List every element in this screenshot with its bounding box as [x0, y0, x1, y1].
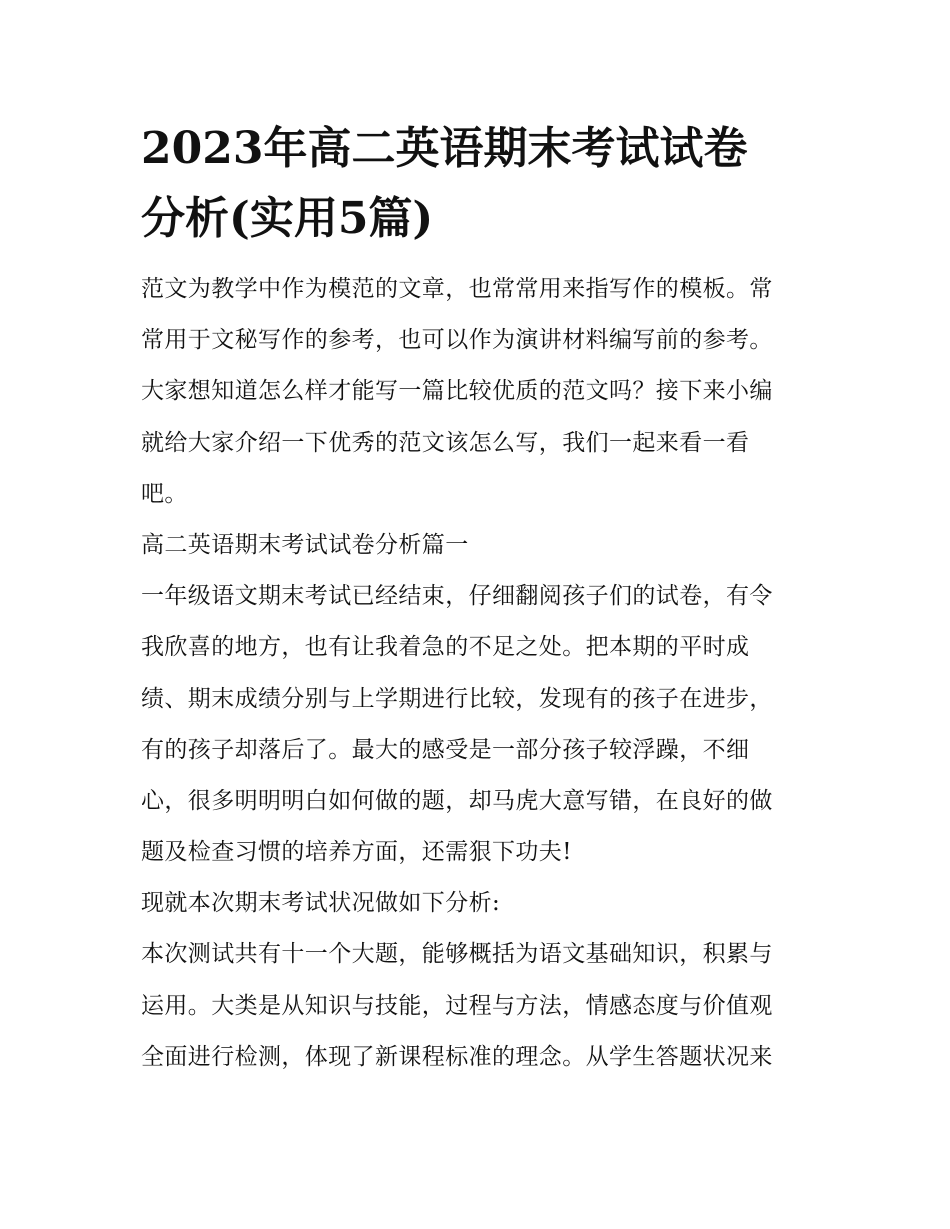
analysis-intro-line: 现就本次期末考试状况做如下分析:	[141, 890, 501, 917]
paragraph-line-1: 一年级语文期末考试已经结束，仔细翻阅孩子们的试卷，有令	[141, 583, 773, 610]
title-line-1: 2023年高二英语期末考试试卷	[141, 123, 748, 174]
paragraph-line-5: 心，很多明明明白如何做的题，却马虎大意写错，在良好的做	[141, 787, 773, 814]
document-page	[141, 114, 813, 1083]
intro-line-4: 就给大家介绍一下优秀的范文该怎么写，我们一起来看一看	[141, 429, 750, 456]
paragraph-line-6: 题及检查习惯的培养方面，还需狠下功夫!	[141, 839, 572, 866]
paragraph-line-2: 我欣喜的地方，也有让我着急的不足之处。把本期的平时成	[141, 634, 750, 661]
intro-line-2: 常用于文秘写作的参考，也可以作为演讲材料编写前的参考。	[141, 327, 773, 354]
paragraph-line-3: 绩、期末成绩分别与上学期进行比较，发现有的孩子在进步，	[141, 685, 773, 712]
analysis-line-1: 本次测试共有十一个大题，能够概括为语文基础知识，积累与	[141, 941, 773, 968]
analysis-line-2: 运用。大类是从知识与技能，过程与方法，情感态度与价值观	[141, 992, 773, 1019]
intro-line-1: 范文为教学中作为模范的文章，也常常用来指写作的模板。常	[141, 276, 773, 302]
title-line-2: 分析(实用5篇)	[141, 193, 434, 244]
intro-line-3: 大家想知道怎么样才能写一篇比较优质的范文吗？接下来小编	[141, 378, 773, 405]
paragraph-line-4: 有的孩子却落后了。最大的感受是一部分孩子较浮躁，不细	[141, 736, 750, 763]
document-body	[141, 264, 813, 1083]
analysis-line-3: 全面进行检测，体现了新课程标准的理念。从学生答题状况来	[141, 1043, 773, 1070]
section-heading: 高二英语期末考试试卷分析篇一	[141, 531, 469, 558]
document-title	[141, 114, 813, 254]
intro-line-5: 吧。	[141, 480, 188, 507]
